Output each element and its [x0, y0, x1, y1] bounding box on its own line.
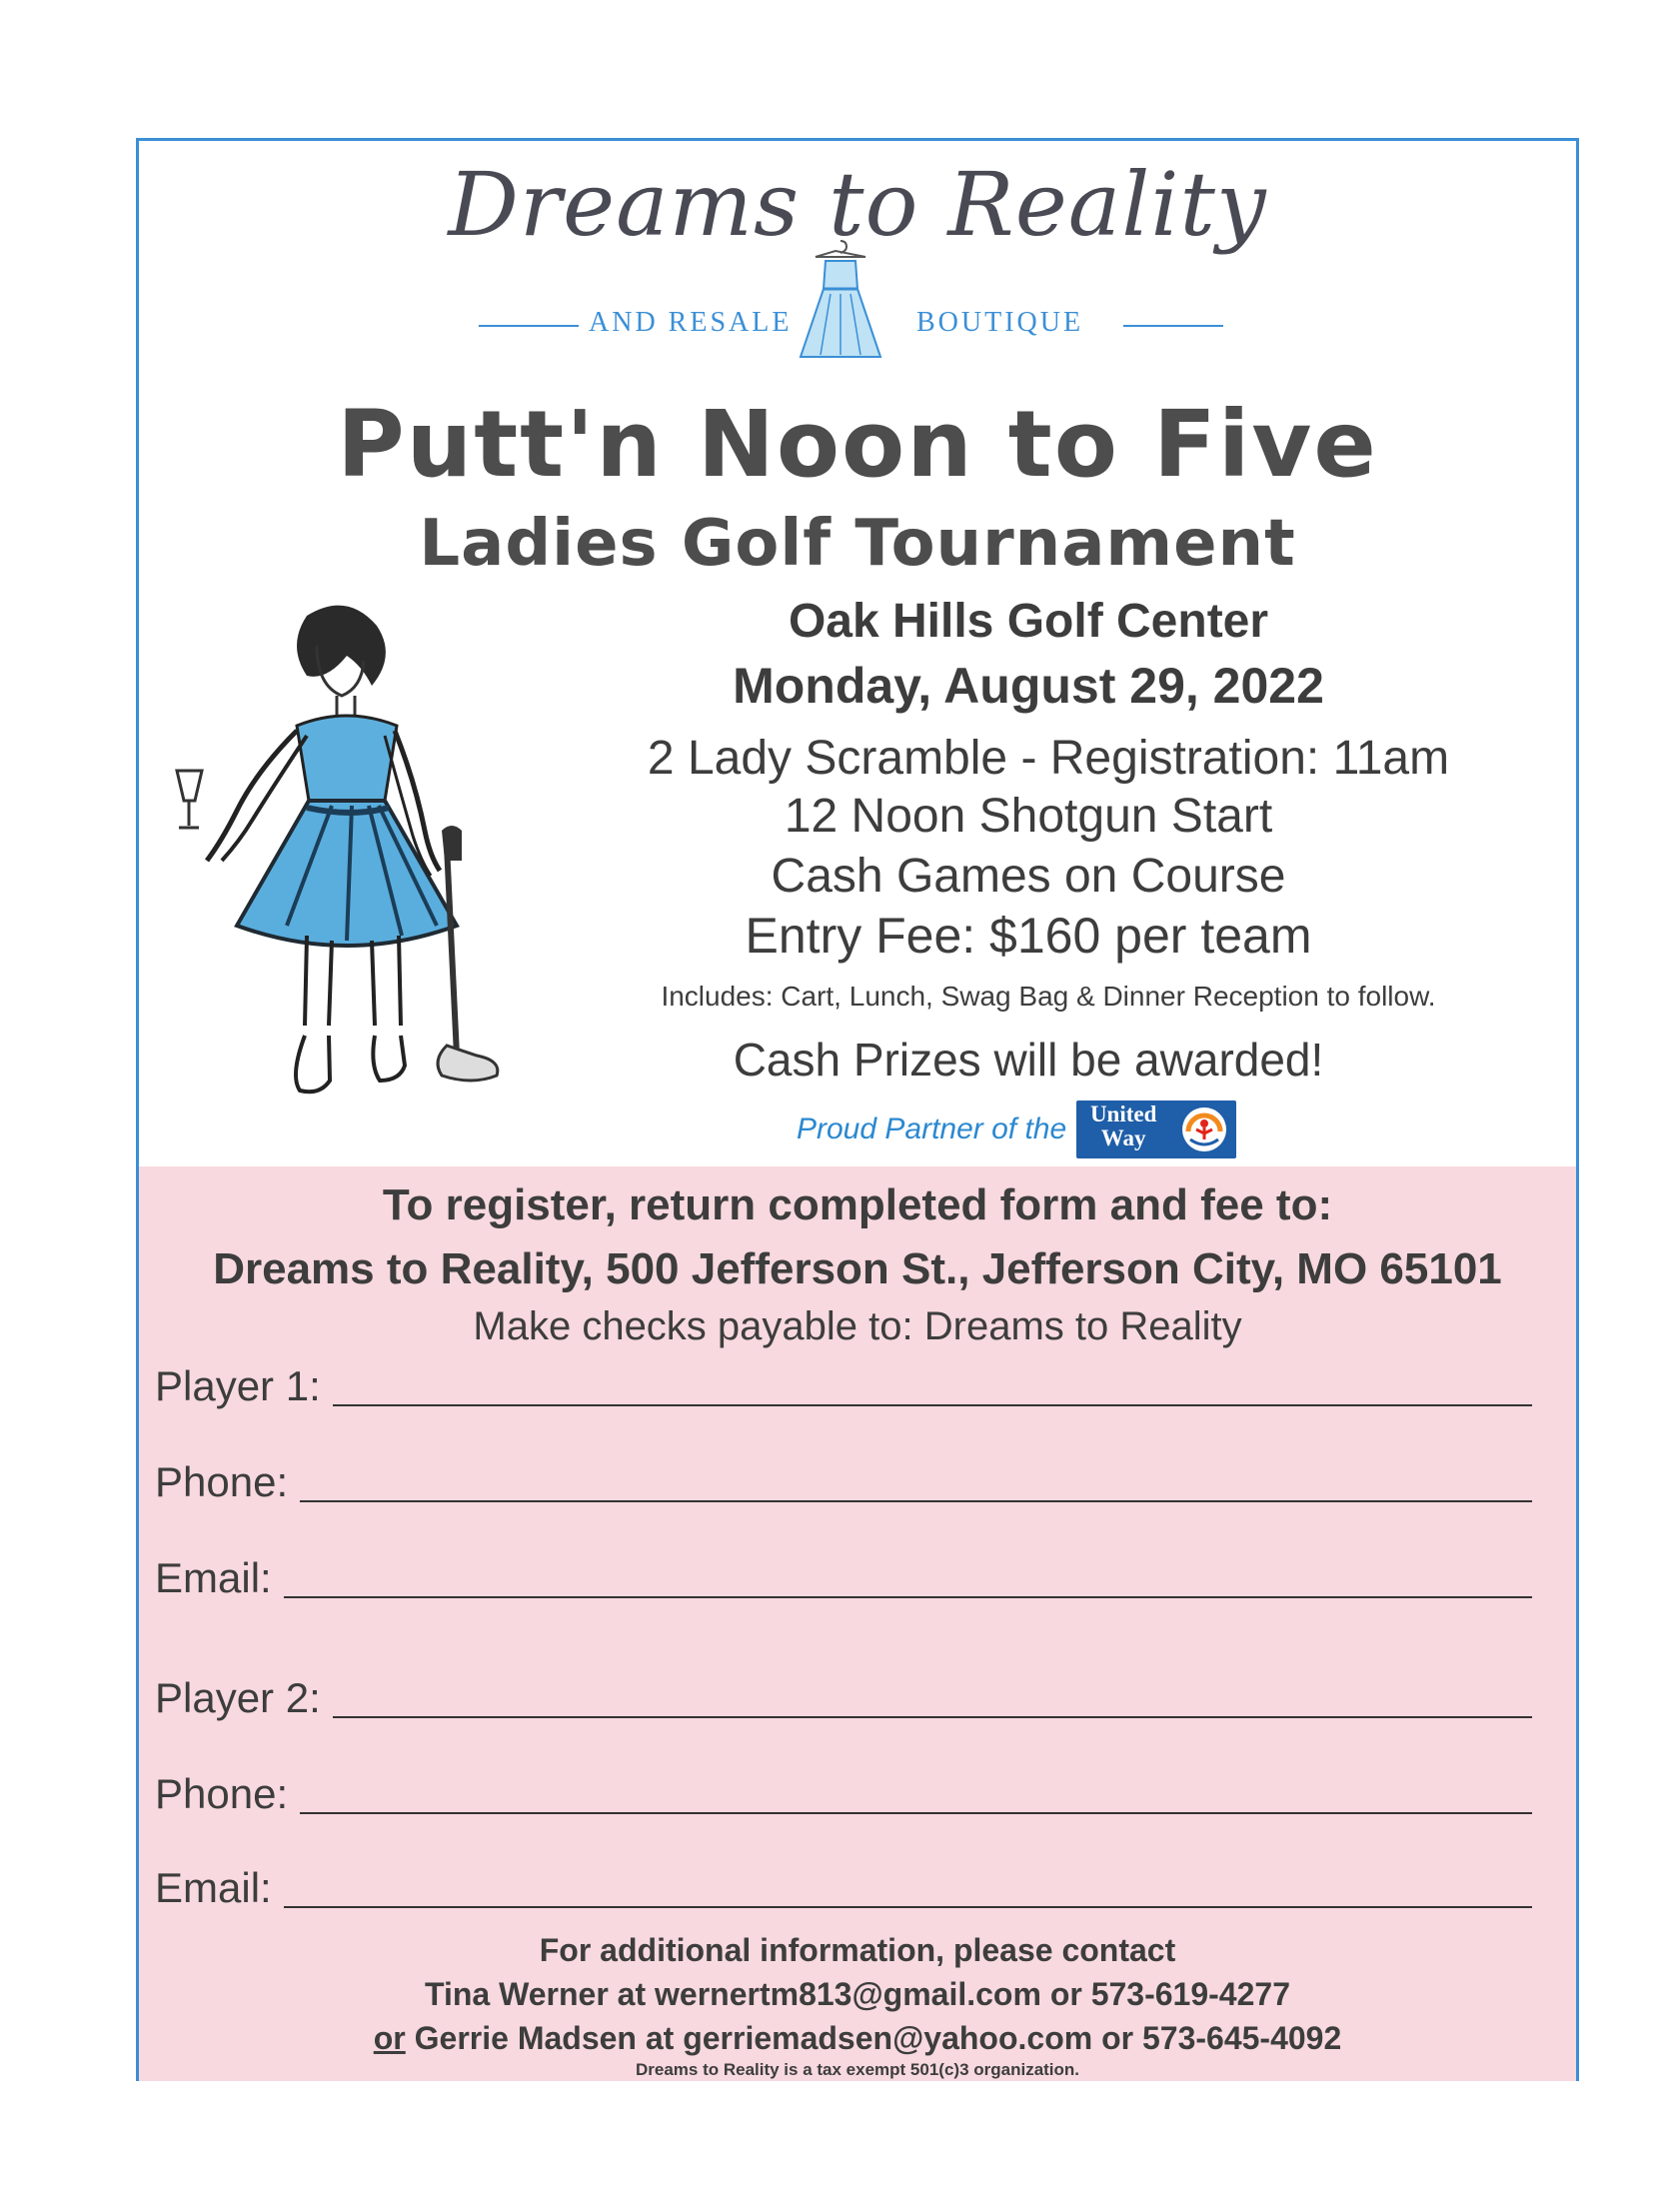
player2-field[interactable] [155, 1674, 1532, 1722]
contact-line1: Tina Werner at wernertm813@gmail.com or 573-619-4277 [425, 1976, 1290, 2012]
event-fee: Entry Fee: $160 per team [745, 908, 1312, 964]
phone2-line[interactable] [300, 1776, 1532, 1814]
title-line2: Ladies Golf Tournament [419, 507, 1296, 581]
dress-logo-icon [796, 239, 885, 369]
player1-label: Player 1: [155, 1362, 321, 1409]
title-line1: Putt'n Noon to Five [337, 391, 1378, 498]
email2-label: Email: [155, 1864, 272, 1911]
register-address: Dreams to Reality, 500 Jefferson St., Jefferson City, MO 65101 [213, 1244, 1502, 1293]
email2-field[interactable] [155, 1864, 1532, 1912]
logo-name: Dreams to Reality [448, 153, 1267, 256]
phone1-field[interactable] [155, 1458, 1532, 1506]
contact-heading: For additional information, please contact [539, 1932, 1176, 1968]
partner-text: Proud Partner of the [797, 1112, 1067, 1145]
event-date: Monday, August 29, 2022 [733, 658, 1324, 714]
logo-sub-left: AND RESALE [589, 307, 793, 338]
phone2-field[interactable] [155, 1770, 1532, 1818]
tax-note: Dreams to Reality is a tax exempt 501(c)3 organization. [635, 2060, 1080, 2079]
phone2-label: Phone: [155, 1770, 289, 1817]
event-prizes: Cash Prizes will be awarded! [733, 1034, 1324, 1086]
email1-label: Email: [155, 1554, 272, 1601]
player2-label: Player 2: [155, 1674, 321, 1721]
register-heading: To register, return completed form and fee to: [382, 1180, 1333, 1229]
contact-line2-text: Gerrie Madsen at gerriemadsen@yahoo.com or 573-645-4092 [405, 2020, 1342, 2056]
register-checks: Make checks payable to: Dreams to Reality [473, 1304, 1242, 1348]
united-way-logo-icon [1180, 1105, 1228, 1153]
logo-rule-right [1123, 325, 1223, 327]
event-start: 12 Noon Shotgun Start [784, 790, 1273, 843]
contact-or: or [373, 2020, 406, 2056]
united-way-badge [1076, 1100, 1236, 1158]
logo-rule-left [479, 325, 579, 327]
lady-golfer-illustration [157, 596, 537, 1155]
partner-row [797, 1100, 1236, 1158]
phone1-line[interactable] [300, 1464, 1532, 1502]
contact-line2 [139, 2020, 1576, 2057]
venue: Oak Hills Golf Center [788, 595, 1269, 648]
event-includes: Includes: Cart, Lunch, Swag Bag & Dinner Reception to follow. [661, 981, 1436, 1012]
player1-field[interactable] [155, 1362, 1532, 1410]
email2-line[interactable] [284, 1870, 1532, 1908]
player1-line[interactable] [333, 1368, 1532, 1406]
event-games: Cash Games on Course [771, 850, 1286, 903]
logo-sub-right: BOUTIQUE [916, 307, 1084, 338]
flyer-frame [136, 138, 1579, 2081]
email1-line[interactable] [284, 1560, 1532, 1598]
email1-field[interactable] [155, 1554, 1532, 1602]
united-way-text: United Way [1089, 1101, 1157, 1150]
event-format: 2 Lady Scramble - Registration: 11am [647, 732, 1450, 785]
player2-line[interactable] [333, 1680, 1532, 1718]
phone1-label: Phone: [155, 1458, 289, 1505]
